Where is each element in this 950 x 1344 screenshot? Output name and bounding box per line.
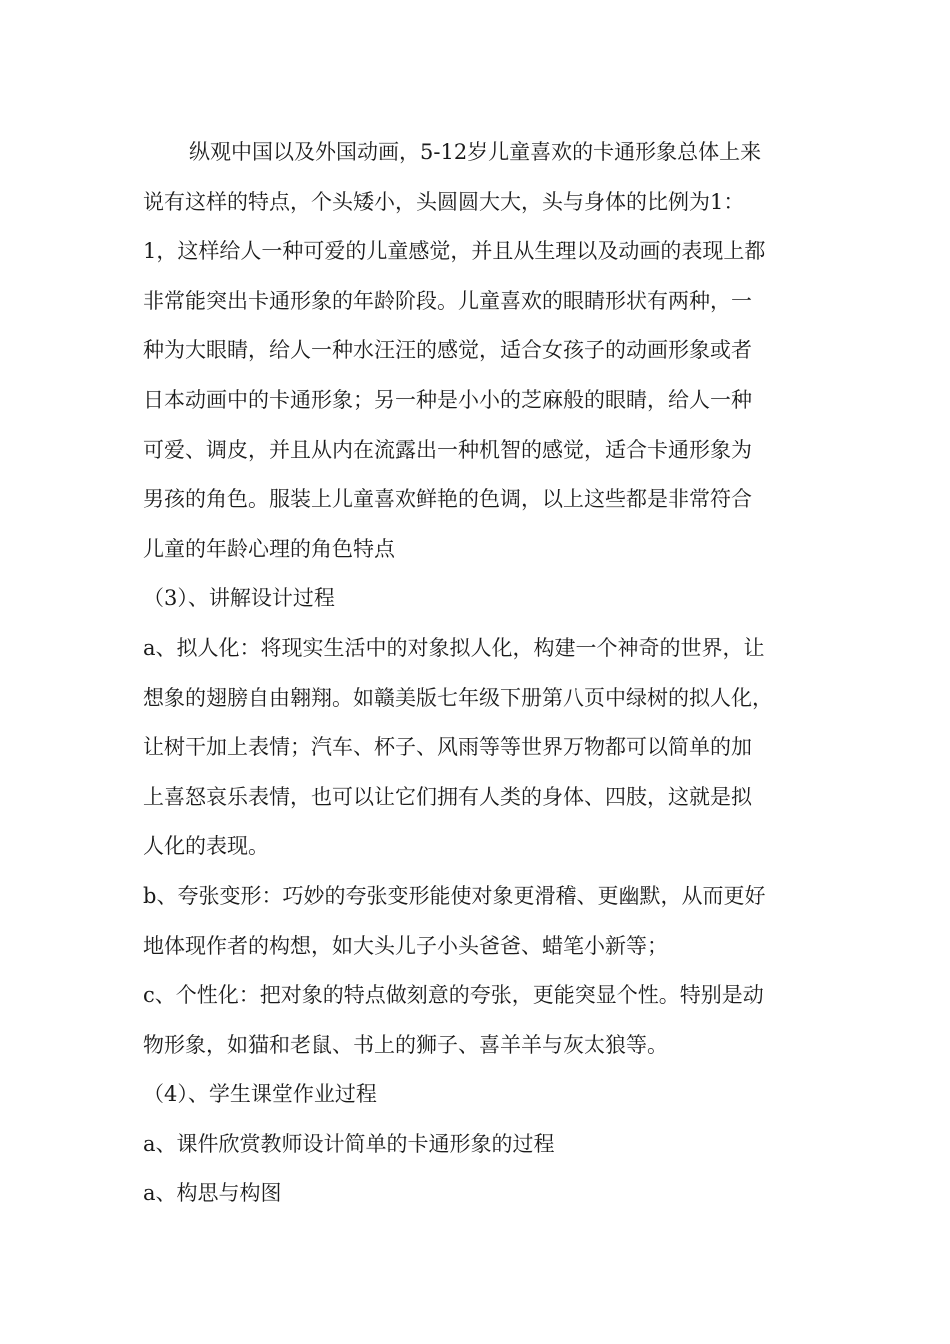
list-item-line: 地体现作者的构想，如大头儿子小头爸爸、蜡笔小新等； — [143, 933, 668, 958]
section-heading: （3）、讲解设计过程 — [143, 586, 335, 611]
paragraph-line: 种为大眼睛，给人一种水汪汪的感觉，适合女孩子的动画形象或者 — [143, 338, 752, 363]
list-item-line: a、拟人化：将现实生活中的对象拟人化，构建一个神奇的世界，让 — [143, 635, 765, 660]
paragraph-line: 儿童的年龄心理的角色特点 — [143, 536, 395, 561]
list-item-line: a、构思与构图 — [143, 1181, 282, 1206]
list-item-line: c、个性化：把对象的特点做刻意的夸张，更能突显个性。特别是动 — [143, 983, 764, 1008]
list-item-line: 物形象，如猫和老鼠、书上的狮子、喜羊羊与灰太狼等。 — [143, 1032, 668, 1057]
paragraph-line: 可爱、调皮，并且从内在流露出一种机智的感觉，适合卡通形象为 — [143, 437, 752, 462]
list-item-line: 想象的翅膀自由翱翔。如赣美版七年级下册第八页中绿树的拟人化， — [143, 685, 773, 710]
paragraph-line: 日本动画中的卡通形象；另一种是小小的芝麻般的眼睛，给人一种 — [143, 387, 752, 412]
paragraph-line: 说有这样的特点，个头矮小，头圆圆大大，头与身体的比例为1： — [143, 189, 745, 214]
list-item-line: b、夸张变形：巧妙的夸张变形能使对象更滑稽、更幽默，从而更好 — [143, 883, 766, 908]
paragraph-line: 1，这样给人一种可爱的儿童感觉，并且从生理以及动画的表现上都 — [143, 239, 766, 264]
list-item-line: 让树干加上表情；汽车、杯子、风雨等等世界万物都可以简单的加 — [143, 735, 752, 760]
paragraph-line: 男孩的角色。服装上儿童喜欢鲜艳的色调，以上这些都是非常符合 — [143, 487, 752, 512]
list-item-line: 上喜怒哀乐表情，也可以让它们拥有人类的身体、四肢，这就是拟 — [143, 784, 752, 809]
list-item-line: a、课件欣赏教师设计简单的卡通形象的过程 — [143, 1131, 555, 1156]
paragraph-line: 纵观中国以及外国动画，5-12岁儿童喜欢的卡通形象总体上来 — [189, 140, 762, 164]
paragraph-line: 非常能突出卡通形象的年龄阶段。儿童喜欢的眼睛形状有两种，一 — [143, 288, 752, 313]
list-item-line: 人化的表现。 — [143, 834, 269, 859]
document-body — [143, 128, 808, 1219]
section-heading: （4）、学生课堂作业过程 — [143, 1082, 377, 1107]
